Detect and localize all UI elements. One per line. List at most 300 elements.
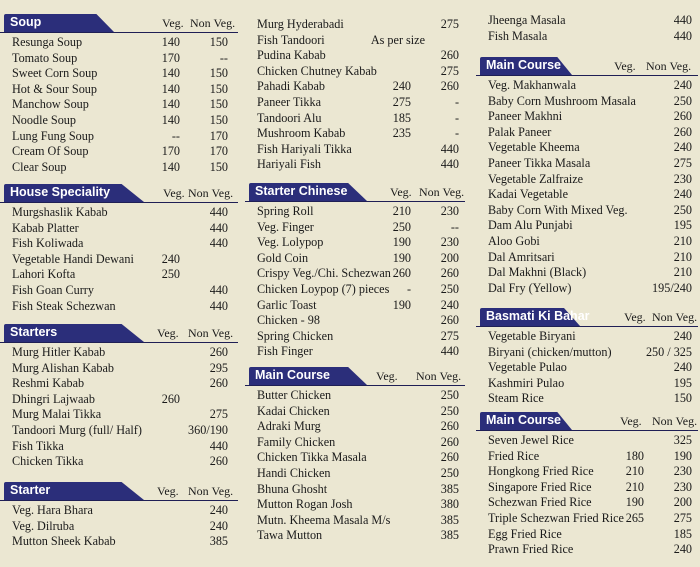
non-veg-price: 250 bbox=[440, 403, 459, 418]
dish-name: Dam Alu Punjabi bbox=[488, 218, 573, 233]
dish-name: Tawa Mutton bbox=[257, 528, 323, 543]
dish-name: Manchow Soup bbox=[12, 97, 89, 112]
menu-item bbox=[0, 376, 238, 392]
non-veg-price: 210 bbox=[673, 265, 692, 280]
dish-name: Mushroom Kabab bbox=[257, 126, 346, 141]
non-veg-price: 250 bbox=[440, 465, 459, 480]
dish-name: Tandoori Murg (full/ Half) bbox=[12, 422, 142, 437]
non-veg-price: 250 bbox=[440, 388, 459, 402]
non-veg-price: 200 bbox=[673, 495, 692, 510]
dish-name: Aloo Gobi bbox=[488, 233, 540, 248]
menu-item bbox=[476, 433, 698, 449]
section-title: Starter bbox=[10, 483, 51, 497]
menu-item bbox=[476, 281, 698, 297]
veg-price: 275 bbox=[392, 94, 411, 109]
non-veg-price: 190 bbox=[673, 448, 692, 463]
menu-item bbox=[0, 361, 238, 377]
non-veg-price: 240 bbox=[673, 360, 692, 375]
menu-item bbox=[476, 187, 698, 203]
veg-column-label: Veg. bbox=[624, 310, 646, 324]
veg-price: 140 bbox=[161, 81, 180, 96]
dish-name: Dal Makhni (Black) bbox=[488, 265, 587, 280]
dish-name: Chicken Loypop (7) pieces bbox=[257, 281, 390, 296]
dish-name: Prawn Fried Rice bbox=[488, 542, 574, 557]
dish-name: Fish Masala bbox=[488, 28, 548, 43]
non-veg-price: 325 bbox=[673, 433, 692, 447]
menu-section bbox=[476, 307, 698, 407]
non-veg-column-label: Non Veg. bbox=[652, 310, 698, 324]
dish-name: Veg. Dilruba bbox=[12, 518, 75, 533]
dish-name: Sweet Corn Soup bbox=[12, 66, 98, 81]
non-veg-price: 440 bbox=[209, 438, 228, 453]
menu-item bbox=[476, 527, 698, 543]
menu-item bbox=[0, 534, 238, 550]
dish-name: Lahori Kofta bbox=[12, 267, 76, 282]
menu-item bbox=[245, 528, 465, 544]
dish-name: Hot & Sour Soup bbox=[12, 81, 97, 96]
dish-name: Biryani (chicken/mutton) bbox=[488, 344, 612, 359]
non-veg-price: -- bbox=[450, 219, 459, 234]
dish-name: Cream Of Soup bbox=[12, 144, 89, 159]
menu-item bbox=[476, 391, 698, 407]
veg-price: As per size bbox=[370, 32, 425, 47]
menu-item bbox=[476, 265, 698, 281]
menu-item bbox=[245, 251, 465, 267]
non-veg-price: 170 bbox=[209, 128, 228, 143]
non-veg-price: 240 bbox=[673, 187, 692, 202]
section-title: Main Course bbox=[486, 413, 562, 427]
veg-price: 180 bbox=[625, 448, 644, 463]
menu-item bbox=[245, 157, 465, 173]
dish-name: Steam Rice bbox=[488, 391, 544, 406]
non-veg-price: - bbox=[454, 110, 459, 125]
dish-name: Reshmi Kabab bbox=[12, 376, 85, 391]
dish-name: Fish Steak Schezwan bbox=[12, 298, 116, 313]
dish-name: Jheenga Masala bbox=[488, 13, 566, 27]
non-veg-price: 260 bbox=[209, 454, 228, 469]
menu-section bbox=[476, 13, 698, 44]
menu-item bbox=[476, 464, 698, 480]
menu-item bbox=[0, 503, 238, 519]
menu-item bbox=[0, 267, 238, 283]
menu-item bbox=[0, 35, 238, 51]
non-veg-price: 240 bbox=[673, 542, 692, 557]
non-veg-price: 230 bbox=[673, 171, 692, 186]
dish-name: Murgshaslik Kabab bbox=[12, 205, 108, 219]
veg-column-label: Veg. bbox=[163, 186, 185, 200]
non-veg-price: 230 bbox=[673, 479, 692, 494]
non-veg-price: 260 bbox=[440, 48, 459, 63]
menu-item bbox=[245, 111, 465, 127]
menu-column-1 bbox=[0, 0, 238, 567]
dish-name: Handi Chicken bbox=[257, 465, 331, 480]
dish-name: Vegetable Zalfraize bbox=[488, 171, 584, 186]
menu-item bbox=[245, 313, 465, 329]
veg-column-label: Veg. bbox=[376, 369, 398, 383]
veg-column-label: Veg. bbox=[162, 16, 184, 30]
section-header bbox=[476, 411, 698, 431]
menu-item bbox=[476, 449, 698, 465]
section-title: Starter Chinese bbox=[255, 184, 348, 198]
menu-item bbox=[476, 109, 698, 125]
menu-section bbox=[245, 17, 465, 173]
dish-name: Dal Amritsari bbox=[488, 249, 555, 264]
non-veg-price: 440 bbox=[440, 344, 459, 359]
dish-name: Kadai Chicken bbox=[257, 403, 330, 418]
dish-name: Clear Soup bbox=[12, 159, 67, 174]
non-veg-price: 440 bbox=[209, 298, 228, 313]
non-veg-price: 250 bbox=[673, 93, 692, 108]
dish-name: Garlic Toast bbox=[257, 297, 317, 312]
dish-name: Gold Coin bbox=[257, 250, 309, 265]
non-veg-price: 240 bbox=[209, 518, 228, 533]
dish-name: Bhuna Ghosht bbox=[257, 481, 328, 496]
veg-price: 260 bbox=[392, 266, 411, 281]
dish-name: Palak Paneer bbox=[488, 124, 552, 139]
menu-item bbox=[0, 160, 238, 176]
menu-item bbox=[245, 329, 465, 345]
non-veg-price: 170 bbox=[209, 144, 228, 159]
non-veg-price: 260 bbox=[440, 434, 459, 449]
non-veg-price: - bbox=[454, 126, 459, 141]
menu-item bbox=[476, 29, 698, 45]
menu-item bbox=[245, 79, 465, 95]
veg-price: 265 bbox=[625, 510, 644, 525]
menu-item bbox=[0, 66, 238, 82]
non-veg-column-label: Non Veg. bbox=[188, 186, 234, 200]
menu-item bbox=[245, 95, 465, 111]
dish-name: Vegetable Kheema bbox=[488, 140, 580, 155]
dish-name: Tomato Soup bbox=[12, 50, 78, 65]
dish-name: Pudina Kabab bbox=[257, 48, 326, 63]
non-veg-price: 360/190 bbox=[188, 422, 228, 437]
non-veg-price: 440 bbox=[440, 141, 459, 156]
dish-name: Murg Hitler Kabab bbox=[12, 345, 106, 359]
menu-section bbox=[245, 366, 465, 544]
menu-item bbox=[245, 497, 465, 513]
non-veg-price: 250 / 325 bbox=[645, 344, 692, 359]
non-veg-price: 440 bbox=[209, 220, 228, 235]
menu-item bbox=[476, 329, 698, 345]
dish-name: Fish Tandoori bbox=[257, 32, 325, 47]
menu-item bbox=[476, 156, 698, 172]
menu-item bbox=[245, 33, 465, 49]
menu-item bbox=[0, 454, 238, 470]
non-veg-price: 185 bbox=[673, 526, 692, 541]
section-header bbox=[0, 323, 238, 343]
non-veg-price: 440 bbox=[209, 236, 228, 251]
dish-name: Seven Jewel Rice bbox=[488, 433, 574, 447]
non-veg-price: 440 bbox=[440, 157, 459, 172]
menu-item bbox=[0, 283, 238, 299]
veg-price: 235 bbox=[392, 126, 411, 141]
non-veg-price: 260 bbox=[440, 419, 459, 434]
dish-name: Vegetable Biryani bbox=[488, 329, 576, 343]
dish-name: Mutton Rogan Josh bbox=[257, 497, 353, 512]
dish-name: Paneer Tikka bbox=[257, 94, 321, 109]
veg-price: 210 bbox=[392, 204, 411, 218]
non-veg-price: -- bbox=[219, 50, 228, 65]
dish-name: Chicken - 98 bbox=[257, 313, 320, 328]
veg-price: 210 bbox=[625, 479, 644, 494]
dish-name: Family Chicken bbox=[257, 434, 336, 449]
dish-name: Pahadi Kabab bbox=[257, 79, 326, 94]
menu-item bbox=[245, 482, 465, 498]
menu-section bbox=[476, 411, 698, 558]
veg-price: 170 bbox=[161, 144, 180, 159]
dish-name: Veg. Hara Bhara bbox=[12, 503, 93, 517]
veg-price: -- bbox=[171, 128, 180, 143]
non-veg-price: 150 bbox=[209, 112, 228, 127]
non-veg-column-label: Non Veg. bbox=[416, 369, 462, 383]
non-veg-price: 230 bbox=[673, 464, 692, 479]
menu-item bbox=[476, 511, 698, 527]
dish-name: Noodle Soup bbox=[12, 112, 76, 127]
menu-item bbox=[476, 172, 698, 188]
dish-name: Veg. Makhanwala bbox=[488, 78, 576, 92]
non-veg-price: 210 bbox=[673, 249, 692, 264]
non-veg-price: 275 bbox=[440, 17, 459, 31]
section-header bbox=[245, 366, 465, 386]
non-veg-price: 195 bbox=[673, 375, 692, 390]
non-veg-price: 295 bbox=[209, 360, 228, 375]
non-veg-price: 240 bbox=[209, 503, 228, 517]
menu-item bbox=[0, 345, 238, 361]
non-veg-price: 260 bbox=[440, 313, 459, 328]
menu-item bbox=[245, 419, 465, 435]
menu-item bbox=[0, 236, 238, 252]
dish-name: Kashmiri Pulao bbox=[488, 375, 565, 390]
dish-name: Mutton Sheek Kabab bbox=[12, 534, 116, 549]
non-veg-price: 260 bbox=[440, 450, 459, 465]
dish-name: Tandoori Alu bbox=[257, 110, 322, 125]
menu-item bbox=[476, 360, 698, 376]
menu-item bbox=[476, 78, 698, 94]
section-header bbox=[245, 182, 465, 202]
dish-name: Chicken Tikka Masala bbox=[257, 450, 367, 465]
veg-price: 140 bbox=[161, 97, 180, 112]
non-veg-price: 150 bbox=[209, 97, 228, 112]
menu-item bbox=[476, 234, 698, 250]
non-veg-price: 275 bbox=[209, 407, 228, 422]
non-veg-price: 210 bbox=[673, 233, 692, 248]
veg-price: 240 bbox=[161, 251, 180, 266]
menu-item bbox=[245, 513, 465, 529]
non-veg-column-label: Non Veg. bbox=[646, 59, 692, 73]
dish-name: Triple Schezwan Fried Rice bbox=[488, 510, 624, 525]
veg-price: 190 bbox=[392, 235, 411, 250]
dish-name: Dal Fry (Yellow) bbox=[488, 280, 572, 295]
menu-item bbox=[245, 298, 465, 314]
non-veg-price: 385 bbox=[440, 512, 459, 527]
menu-item bbox=[245, 450, 465, 466]
dish-name: Crispy Veg./Chi. Schezwan bbox=[257, 266, 391, 281]
menu-item bbox=[0, 51, 238, 67]
non-veg-price: 240 bbox=[440, 297, 459, 312]
non-veg-price: 260 bbox=[673, 109, 692, 124]
dish-name: Paneer Makhni bbox=[488, 109, 563, 124]
dish-name: Egg Fried Rice bbox=[488, 526, 562, 541]
non-veg-price: 440 bbox=[673, 13, 692, 27]
dish-name: Murg Hyderabadi bbox=[257, 17, 344, 31]
dish-name: Spring Chicken bbox=[257, 328, 334, 343]
veg-price: 140 bbox=[161, 159, 180, 174]
veg-price: 210 bbox=[625, 464, 644, 479]
menu-item bbox=[0, 392, 238, 408]
section-header bbox=[476, 307, 698, 327]
dish-name: Murg Alishan Kabab bbox=[12, 360, 115, 375]
non-veg-price: 230 bbox=[440, 204, 459, 218]
menu-item bbox=[245, 64, 465, 80]
non-veg-price: 230 bbox=[440, 235, 459, 250]
menu-item bbox=[476, 495, 698, 511]
non-veg-column-label: Non Veg. bbox=[190, 16, 236, 30]
section-title: Main Course bbox=[486, 58, 562, 72]
non-veg-price: 275 bbox=[673, 510, 692, 525]
veg-price: - bbox=[406, 281, 411, 296]
veg-column-label: Veg. bbox=[390, 185, 412, 199]
menu-item bbox=[0, 97, 238, 113]
non-veg-price: 380 bbox=[440, 497, 459, 512]
non-veg-price: 150 bbox=[209, 159, 228, 174]
menu-item bbox=[245, 466, 465, 482]
menu-item bbox=[0, 519, 238, 535]
menu-item bbox=[245, 126, 465, 142]
dish-name: Resunga Soup bbox=[12, 35, 83, 49]
veg-price: 140 bbox=[161, 112, 180, 127]
dish-name: Fish Finger bbox=[257, 344, 313, 359]
dish-name: Spring Roll bbox=[257, 204, 314, 218]
non-veg-price: 195 bbox=[673, 218, 692, 233]
section-title: Main Course bbox=[255, 368, 331, 382]
non-veg-price: 240 bbox=[673, 140, 692, 155]
menu-column-2 bbox=[245, 0, 465, 567]
veg-price: 190 bbox=[625, 495, 644, 510]
non-veg-column-label: Non Veg. bbox=[419, 185, 465, 199]
menu-item bbox=[245, 404, 465, 420]
menu-item bbox=[0, 113, 238, 129]
non-veg-price: 275 bbox=[673, 155, 692, 170]
non-veg-price: 195/240 bbox=[652, 280, 692, 295]
dish-name: Lung Fung Soup bbox=[12, 128, 94, 143]
dish-name: Hariyali Fish bbox=[257, 157, 321, 172]
dish-name: Vegetable Pulao bbox=[488, 360, 567, 375]
dish-name: Fish Koliwada bbox=[12, 236, 84, 251]
non-veg-price: - bbox=[454, 94, 459, 109]
menu-item bbox=[245, 142, 465, 158]
dish-name: Hongkong Fried Rice bbox=[488, 464, 594, 479]
menu-item bbox=[0, 407, 238, 423]
menu-item bbox=[0, 82, 238, 98]
menu-item bbox=[0, 144, 238, 160]
menu-item bbox=[0, 205, 238, 221]
menu-item bbox=[476, 125, 698, 141]
menu-item bbox=[0, 221, 238, 237]
menu-item bbox=[0, 439, 238, 455]
non-veg-price: 440 bbox=[209, 282, 228, 297]
menu-item bbox=[245, 17, 465, 33]
veg-price: 190 bbox=[392, 250, 411, 265]
section-header bbox=[0, 481, 238, 501]
dish-name: Chicken Chutney Kabab bbox=[257, 63, 377, 78]
veg-price: 250 bbox=[392, 219, 411, 234]
veg-price: 170 bbox=[161, 50, 180, 65]
non-veg-column-label: Non Veg. bbox=[652, 414, 698, 428]
dish-name: Mutn. Kheema Masala M/s bbox=[257, 512, 391, 527]
non-veg-price: 260 bbox=[209, 345, 228, 359]
non-veg-price: 440 bbox=[209, 205, 228, 219]
non-veg-price: 250 bbox=[440, 281, 459, 296]
menu-item bbox=[476, 345, 698, 361]
dish-name: Baby Corn Mushroom Masala bbox=[488, 93, 636, 108]
section-title: House Speciality bbox=[10, 185, 111, 199]
dish-name: Fish Goan Curry bbox=[12, 282, 94, 297]
veg-price: 185 bbox=[392, 110, 411, 125]
menu-item bbox=[245, 48, 465, 64]
non-veg-price: 440 bbox=[673, 28, 692, 43]
veg-price: 190 bbox=[392, 297, 411, 312]
non-veg-price: 240 bbox=[673, 78, 692, 92]
dish-name: Vegetable Handi Dewani bbox=[12, 251, 134, 266]
dish-name: Fried Rice bbox=[488, 448, 540, 463]
menu-item bbox=[476, 203, 698, 219]
non-veg-price: 240 bbox=[673, 329, 692, 343]
non-veg-price: 260 bbox=[440, 266, 459, 281]
dish-name: Veg. Lolypop bbox=[257, 235, 324, 250]
menu-item bbox=[476, 542, 698, 558]
non-veg-price: 200 bbox=[440, 250, 459, 265]
dish-name: Schezwan Fried Rice bbox=[488, 495, 592, 510]
non-veg-price: 385 bbox=[440, 481, 459, 496]
veg-column-label: Veg. bbox=[157, 484, 179, 498]
dish-name: Dhingri Lajwaab bbox=[12, 391, 95, 406]
non-veg-price: 150 bbox=[209, 35, 228, 49]
dish-name: Veg. Finger bbox=[257, 219, 314, 234]
menu-item bbox=[245, 220, 465, 236]
dish-name: Baby Corn With Mixed Veg. bbox=[488, 202, 628, 217]
menu-item bbox=[476, 480, 698, 496]
dish-name: Murg Malai Tikka bbox=[12, 407, 102, 422]
veg-column-label: Veg. bbox=[620, 414, 642, 428]
menu-item bbox=[245, 344, 465, 360]
non-veg-price: 260 bbox=[673, 124, 692, 139]
veg-price: 260 bbox=[161, 391, 180, 406]
dish-name: Butter Chicken bbox=[257, 388, 332, 402]
section-title: Basmati Ki Bahar bbox=[486, 309, 590, 323]
non-veg-price: 150 bbox=[209, 66, 228, 81]
menu-section bbox=[476, 56, 698, 296]
veg-column-label: Veg. bbox=[157, 326, 179, 340]
dish-name: Kabab Platter bbox=[12, 220, 79, 235]
non-veg-price: 385 bbox=[209, 534, 228, 549]
non-veg-price: 275 bbox=[440, 328, 459, 343]
dish-name: Chicken Tikka bbox=[12, 454, 84, 469]
section-title: Starters bbox=[10, 325, 58, 339]
menu-item bbox=[0, 299, 238, 315]
menu-item bbox=[476, 376, 698, 392]
menu-item bbox=[0, 252, 238, 268]
menu-item bbox=[476, 13, 698, 29]
menu-section bbox=[0, 481, 238, 550]
menu-item bbox=[0, 129, 238, 145]
menu-column-3 bbox=[476, 0, 698, 567]
veg-price: 240 bbox=[392, 79, 411, 94]
dish-name: Paneer Tikka Masala bbox=[488, 155, 591, 170]
menu-item bbox=[245, 282, 465, 298]
non-veg-price: 260 bbox=[440, 79, 459, 94]
section-title: Soup bbox=[10, 15, 42, 29]
menu-item bbox=[245, 435, 465, 451]
